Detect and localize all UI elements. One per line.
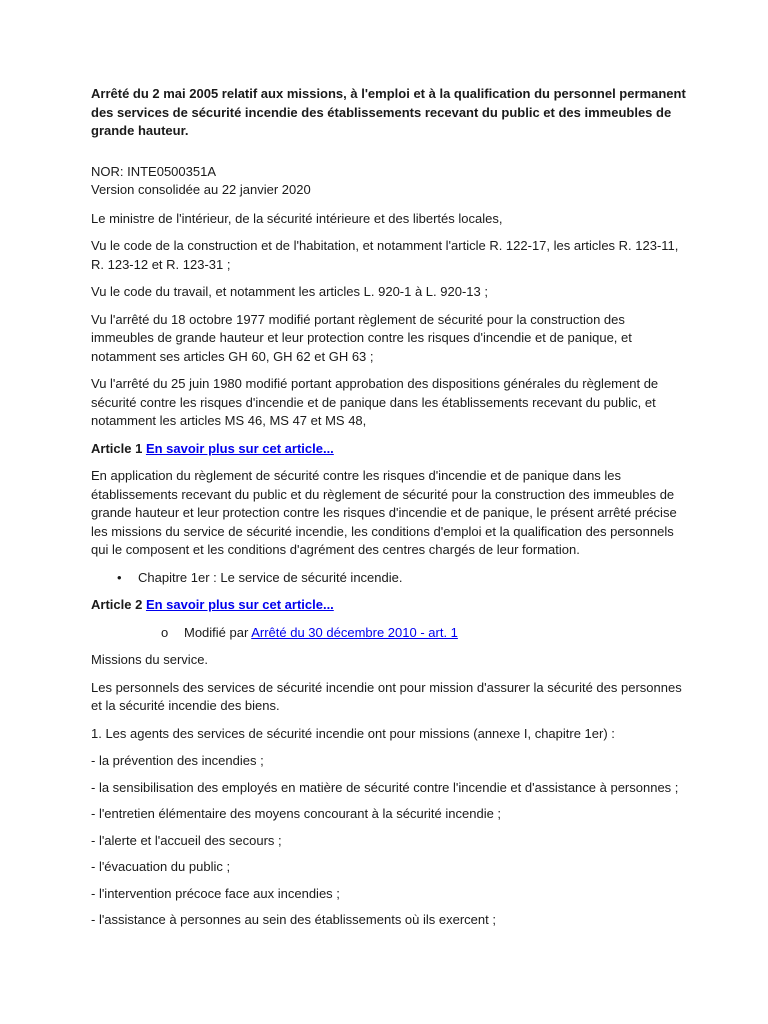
document-title: Arrêté du 2 mai 2005 relatif aux missions, à l'emploi et à la qualification du personnel permanent des services de sécurité incendie des établissements recevant du public et des immeubles de grande hauteur. xyxy=(91,86,686,138)
mission-item: - la prévention des incendies ; xyxy=(91,753,264,768)
visa-paragraph: Vu le code de la construction et de l'habitation, et notamment l'article R. 122-17, les articles R. 123-11, R. 123-12 et R. 123-31 ; xyxy=(91,238,679,272)
mission-item: - l'intervention précoce face aux incendies ; xyxy=(91,885,340,901)
consolidated-version: Version consolidée au 22 janvier 2020 xyxy=(91,182,311,197)
document-meta xyxy=(91,163,691,200)
article-1-label: Article 1 xyxy=(91,440,143,456)
missions-list-intro: 1. Les agents des services de sécurité incendie ont pour missions (annexe I, chapitre 1er) : xyxy=(91,725,615,741)
mission-item: - l'évacuation du public ; xyxy=(91,859,231,874)
chapter-bullet-text: Chapitre 1er : Le service de sécurité incendie. xyxy=(138,569,403,585)
visa-paragraph: Vu le code du travail, et notamment les articles L. 920-1 à L. 920-13 ; xyxy=(91,284,488,299)
article-2-more-link[interactable]: En savoir plus sur cet article... xyxy=(145,597,334,612)
mission-item: - l'entretien élémentaire des moyens concourant à la sécurité incendie ; xyxy=(91,806,502,821)
article-2-heading xyxy=(91,596,691,615)
nor-reference: NOR: INTE0500351A xyxy=(91,163,217,179)
mission-item: - l'assistance à personnes au sein des établissements où ils exercent ; xyxy=(91,912,496,927)
minister-line: Le ministre de l'intérieur, de la sécurité intérieure et des libertés locales, xyxy=(91,210,503,226)
mission-item: - l'alerte et l'accueil des secours ; xyxy=(91,832,282,848)
modified-by-label: Modifié par xyxy=(184,624,249,640)
article-1-body: En application du règlement de sécurité contre les risques d'incendie et de panique dans les établissements recevant du public et du règlement de sécurité pour la construction des immeubles de grande hauteur et leur protection contre les risques d'incendie et de panique, le présent arrêté précise les missions du service de sécurité incendie, les conditions d'emploi et la qualification des personnels qui le composent et les conditions d'agrément des centres chargés de leur formation. xyxy=(91,468,677,557)
mission-item: - la sensibilisation des employés en matière de sécurité contre l'incendie et d'assistance à personnes ; xyxy=(91,779,679,795)
article-1-heading xyxy=(91,440,691,459)
visa-paragraph: Vu l'arrêté du 18 octobre 1977 modifié portant règlement de sécurité pour la construction des immeubles de grande hauteur et leur protection contre les risques d'incendie et de panique, et notamment ses articles GH 60, GH 62 et GH 63 ; xyxy=(91,311,632,364)
circle-bullet-icon: o xyxy=(161,624,169,640)
article-2-label: Article 2 xyxy=(91,597,143,612)
visa-paragraph: Vu l'arrêté du 25 juin 1980 modifié portant approbation des dispositions générales du règlement de sécurité contre les risques d'incendie et de panique dans les établissements recevant du public, et notamment les articles MS 46, MS 47 et MS 48, xyxy=(91,376,659,428)
bullet-icon: • xyxy=(117,569,122,585)
missions-intro: Les personnels des services de sécurité incendie ont pour mission d'assurer la sécurité des personnes et la sécurité incendie des biens. xyxy=(91,679,682,713)
missions-heading: Missions du service. xyxy=(91,652,209,667)
modification-item xyxy=(91,624,691,643)
article-1-more-link[interactable]: En savoir plus sur cet article... xyxy=(145,440,334,456)
modifying-decree-link[interactable]: Arrêté du 30 décembre 2010 - art. 1 xyxy=(251,624,458,640)
chapter-bullet-item xyxy=(91,569,691,588)
document-page xyxy=(91,85,691,938)
